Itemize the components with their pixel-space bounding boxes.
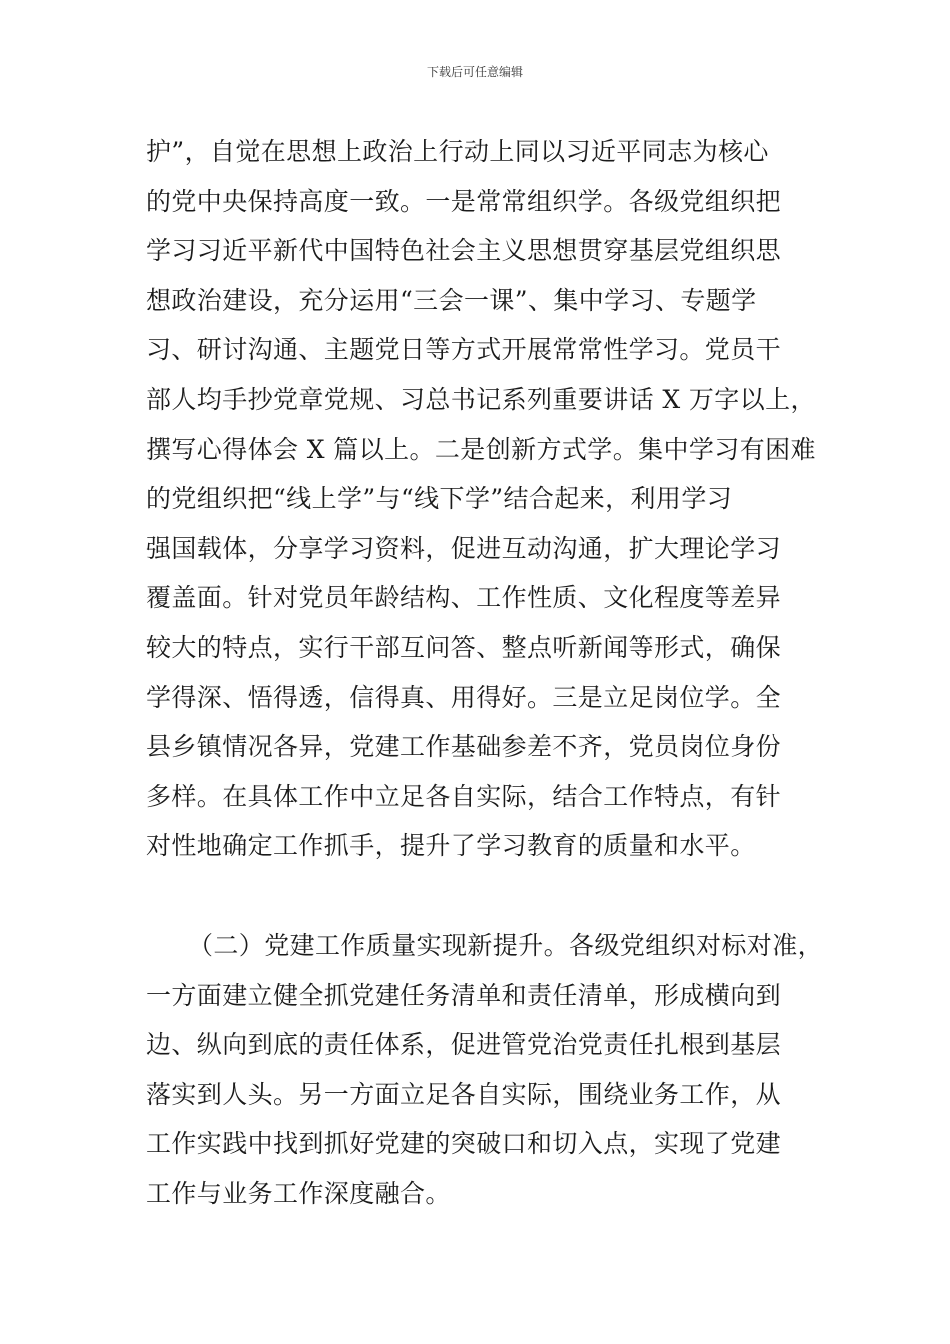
text-line: 工作实践中找到抓好党建的突破口和切入点，实现了党建 — [146, 1129, 782, 1159]
page-header: 下载后可任意编辑 — [426, 65, 523, 79]
text-line: 护”，自觉在思想上政治上行动上同以习近平同志为核心 — [146, 137, 769, 166]
text-line: 习、研讨沟通、主题党日等方式开展常常性学习。党员干 — [146, 335, 782, 365]
text-line: 多样。在具体工作中立足各自实际，结合工作特点，有针 — [146, 781, 782, 811]
paragraph-1 — [146, 127, 836, 871]
text-line: 较大的特点，实行干部互问答、整点听新闻等形式，确保 — [146, 632, 782, 662]
text-line: 县乡镇情况各异，党建工作基础参差不齐，党员岗位身份 — [146, 732, 782, 762]
text-line: 覆盖面。针对党员年龄结构、工作性质、文化程度等差异 — [146, 583, 782, 613]
text-line: 学习习近平新代中国特色社会主义思想贯穿基层党组织思 — [146, 236, 782, 266]
text-line: 一方面建立健全抓党建任务清单和责任清单，形成横向到 — [146, 980, 782, 1010]
text-line: 落实到人头。另一方面立足各自实际，围绕业务工作，从 — [146, 1079, 782, 1109]
text-line: 学得深、悟得透，信得真、用得好。三是立足岗位学。全 — [146, 682, 782, 712]
text-line: 强国载体，分享学习资料，促进互动沟通，扩大理论学习 — [146, 533, 782, 563]
text-line: 边、纵向到底的责任体系，促进管党治党责任扎根到基层 — [146, 1030, 782, 1060]
text-line: 的党中央保持高度一致。一是常常组织学。各级党组织把 — [146, 186, 782, 216]
text-line: 工作与业务工作深度融合。 — [146, 1178, 451, 1208]
text-line-indented: （二）党建工作质量实现新提升。各级党组织对标对准， — [188, 931, 824, 960]
text-line: 对性地确定工作抓手，提升了学习教育的质量和水平。 — [146, 831, 756, 861]
text-line: 想政治建设，充分运用“三会一课”、集中学习、专题学 — [146, 285, 757, 315]
text-line: 撰写心得体会 X 篇以上。二是创新方式学。集中学习有困难 — [146, 434, 816, 464]
paragraph-2 — [146, 921, 836, 1219]
text-line: 的党组织把“线上学”与“线下学”结合起来，利用学习 — [146, 484, 733, 514]
text-line: 部人均手抄党章党规、习总书记系列重要讲话 X 万字以上， — [146, 384, 816, 414]
